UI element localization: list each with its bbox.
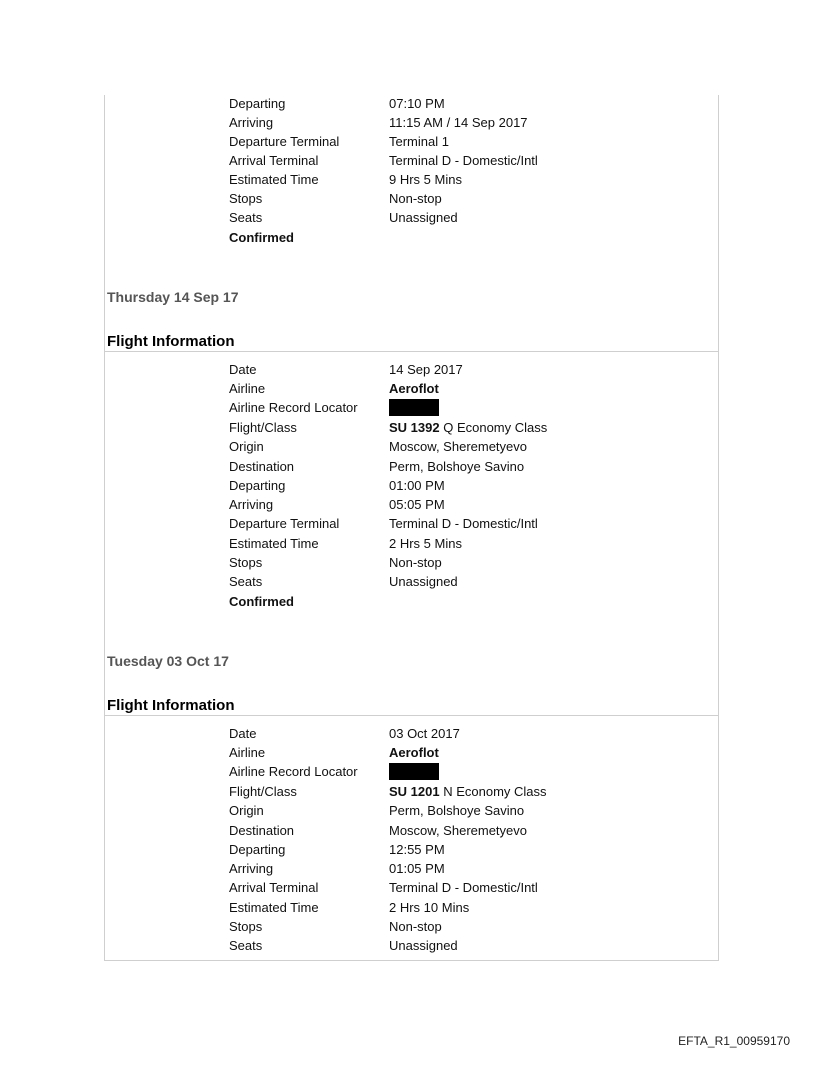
detail-value: 9 Hrs 5 Mins — [389, 172, 462, 187]
detail-value: 12:55 PM — [389, 842, 445, 857]
detail-value: Terminal 1 — [389, 134, 449, 149]
detail-value: Moscow, Sheremetyevo — [389, 823, 528, 838]
flight-class-value — [389, 782, 547, 801]
flight-class-value — [389, 418, 547, 437]
detail-label: Seats — [229, 574, 263, 589]
detail-label: Arrival Terminal — [229, 153, 319, 168]
detail-value: 07:10 PM — [389, 96, 445, 111]
fare-class: Q Economy Class — [443, 420, 548, 435]
frame-bottom-border — [104, 960, 719, 961]
detail-label: Origin — [229, 439, 264, 454]
detail-label: Departing — [229, 842, 286, 857]
detail-label: Origin — [229, 803, 264, 818]
detail-value: Non-stop — [389, 555, 442, 570]
airline-name: Aeroflot — [389, 381, 439, 396]
section-divider — [104, 351, 719, 352]
detail-value: Non-stop — [389, 191, 442, 206]
detail-label: Departure Terminal — [229, 516, 340, 531]
record-locator-redacted — [389, 398, 439, 417]
detail-value: 2 Hrs 10 Mins — [389, 900, 470, 915]
detail-label: Airline Record Locator — [229, 764, 358, 779]
detail-label: Date — [229, 726, 257, 741]
detail-label: Airline Record Locator — [229, 400, 358, 415]
frame-right-border — [718, 95, 719, 961]
detail-label: Seats — [229, 938, 263, 953]
day-heading: Tuesday 03 Oct 17 — [107, 653, 229, 669]
detail-value: 01:05 PM — [389, 861, 445, 876]
fare-class: N Economy Class — [443, 784, 547, 799]
detail-value: 11:15 AM / 14 Sep 2017 — [389, 115, 528, 130]
detail-label: Estimated Time — [229, 172, 319, 187]
section-title: Flight Information — [107, 333, 235, 350]
airline-name: Aeroflot — [389, 745, 439, 760]
detail-value: Terminal D - Domestic/Intl — [389, 880, 538, 895]
detail-label: Arriving — [229, 497, 274, 512]
record-locator-redacted — [389, 762, 439, 781]
detail-label: Seats — [229, 210, 263, 225]
detail-label: Airline — [229, 745, 266, 760]
detail-label: Date — [229, 362, 257, 377]
section-title: Flight Information — [107, 697, 235, 714]
detail-value: Terminal D - Domestic/Intl — [389, 516, 538, 531]
detail-value: Unassigned — [389, 938, 458, 953]
detail-label: Destination — [229, 459, 295, 474]
detail-label: Flight/Class — [229, 420, 297, 435]
detail-value: Unassigned — [389, 210, 458, 225]
detail-value: 01:00 PM — [389, 478, 445, 493]
detail-label: Destination — [229, 823, 295, 838]
detail-label: Departing — [229, 96, 286, 111]
detail-label: Departing — [229, 478, 286, 493]
detail-label: Estimated Time — [229, 900, 319, 915]
flight-number: SU 1201 — [389, 784, 440, 799]
detail-label: Flight/Class — [229, 784, 297, 799]
detail-value: Terminal D - Domestic/Intl — [389, 153, 538, 168]
detail-value: Unassigned — [389, 574, 458, 589]
redaction-block — [389, 399, 439, 416]
document-id: EFTA_R1_00959170 — [678, 1034, 790, 1048]
detail-value: Perm, Bolshoye Savino — [389, 459, 525, 474]
detail-label: Arriving — [229, 115, 274, 130]
section-divider — [104, 715, 719, 716]
status-confirmed: Confirmed — [229, 230, 294, 245]
detail-value: Perm, Bolshoye Savino — [389, 803, 525, 818]
detail-value: Non-stop — [389, 919, 442, 934]
day-heading: Thursday 14 Sep 17 — [107, 289, 239, 305]
detail-value: 03 Oct 2017 — [389, 726, 460, 741]
detail-label: Arrival Terminal — [229, 880, 319, 895]
status-confirmed: Confirmed — [229, 594, 294, 609]
detail-label: Departure Terminal — [229, 134, 340, 149]
flight-number: SU 1392 — [389, 420, 440, 435]
detail-label: Stops — [229, 555, 263, 570]
redaction-block — [389, 763, 439, 780]
frame-left-border — [104, 95, 105, 961]
detail-value: Moscow, Sheremetyevo — [389, 439, 528, 454]
detail-label: Stops — [229, 919, 263, 934]
detail-label: Arriving — [229, 861, 274, 876]
detail-value: 2 Hrs 5 Mins — [389, 536, 462, 551]
detail-label: Airline — [229, 381, 266, 396]
detail-value: 14 Sep 2017 — [389, 362, 463, 377]
detail-label: Stops — [229, 191, 263, 206]
detail-value: 05:05 PM — [389, 497, 445, 512]
detail-label: Estimated Time — [229, 536, 319, 551]
